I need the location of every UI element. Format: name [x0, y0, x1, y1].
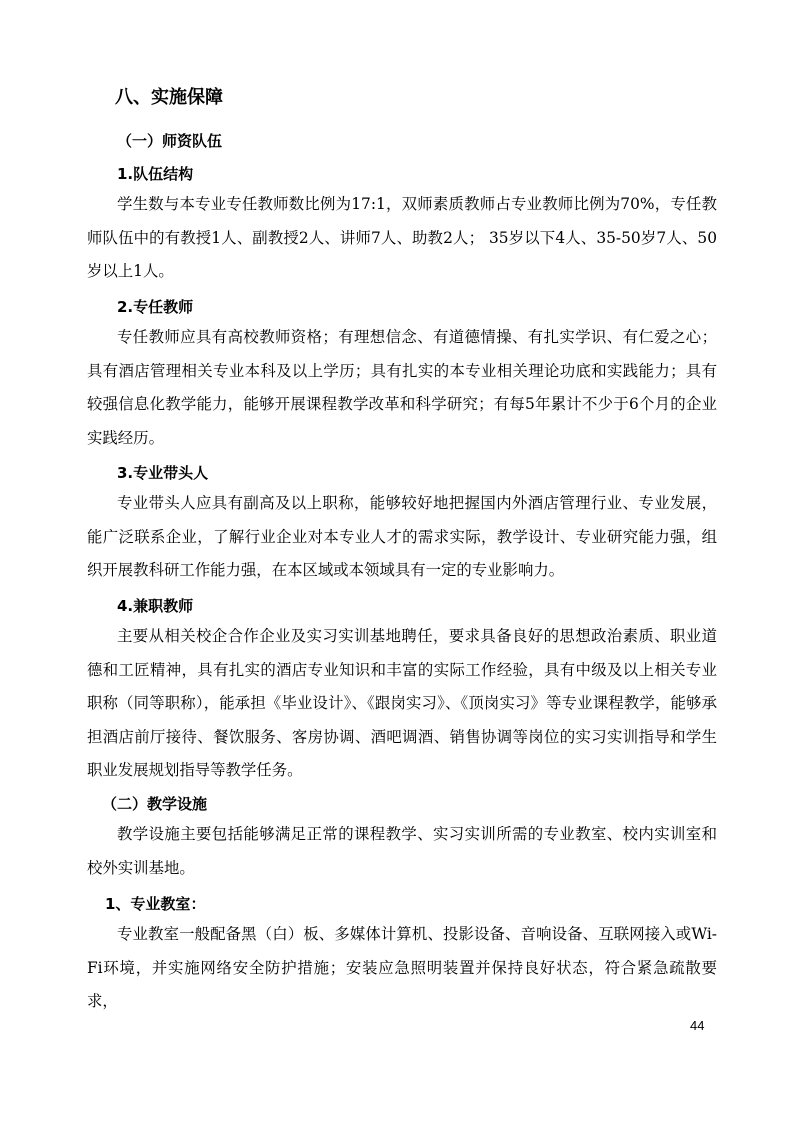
page-number: 44 [690, 1018, 705, 1033]
paragraph-facilities-intro: 教学设施主要包括能够满足正常的课程教学、实习实训所需的专业教室、校内实训室和校外实训基地。 [87, 825, 717, 877]
paragraph-program-leader: 专业带头人应具有副高及以上职称，能够较好地把握国内外酒店管理行业、专业发展，能广泛联系企业，了解行业企业对本专业人才的需求实际，教学设计、专业研究能力强，组织开展教科研工作能力强，在本区域或本领域具有一定的专业影响力。 [87, 494, 717, 579]
subsection-title-facilities: （二）教学设施 [102, 795, 208, 813]
paragraph-classrooms: 专业教室一般配备黑（白）板、多媒体计算机、投影设备、音响设备、互联网接入或Wi-Fi环境，并实施网络安全防护措施；安装应急照明装置并保持良好状态，符合紧急疏散要求， [87, 925, 717, 1010]
paragraph-team-structure: 学生数与本专业专任教师数比例为17:1，双师素质教师占专业教师比例为70%，专任教师队伍中的有教授1人、副教授2人、讲师7人、助教2人； 35岁以下4人、35-50岁7人、50岁以上1人。 [87, 195, 717, 280]
paragraph-part-time-teachers: 主要从相关校企合作企业及实习实训基地聘任，要求具备良好的思想政治素质、职业道德和工匠精神，具有扎实的酒店专业知识和丰富的实际工作经验，具有中级及以上相关专业职称（同等职称），能承担《毕业设计》、《跟岗实习》、《顶岗实习》等专业课程教学，能够承担酒店前厅接待、餐饮服务、客房协调、酒吧调酒、销售协调等岗位的实习实训指导和学生职业发展规划指导等教学任务。 [87, 627, 717, 779]
paragraph-full-time-teachers: 专任教师应具有高校教师资格；有理想信念、有道德情操、有扎实学识、有仁爱之心；具有酒店管理相关专业本科及以上学历；具有扎实的本专业相关理论功底和实践能力；具有较强信息化教学能力，能够开展课程教学改革和科学研究；有每5年累计不少于6个月的企业实践经历。 [87, 328, 717, 447]
heading-classrooms: 1、专业教室： [105, 895, 206, 913]
section-title: 八、实施保障 [115, 87, 223, 108]
heading-part-time-teachers: 4.兼职教师 [117, 597, 194, 615]
subsection-title-teachers: （一）师资队伍 [117, 132, 223, 150]
heading-full-time-teachers: 2.专任教师 [117, 298, 194, 316]
heading-program-leader: 3.专业带头人 [117, 464, 209, 482]
heading-team-structure: 1.队伍结构 [117, 165, 194, 183]
